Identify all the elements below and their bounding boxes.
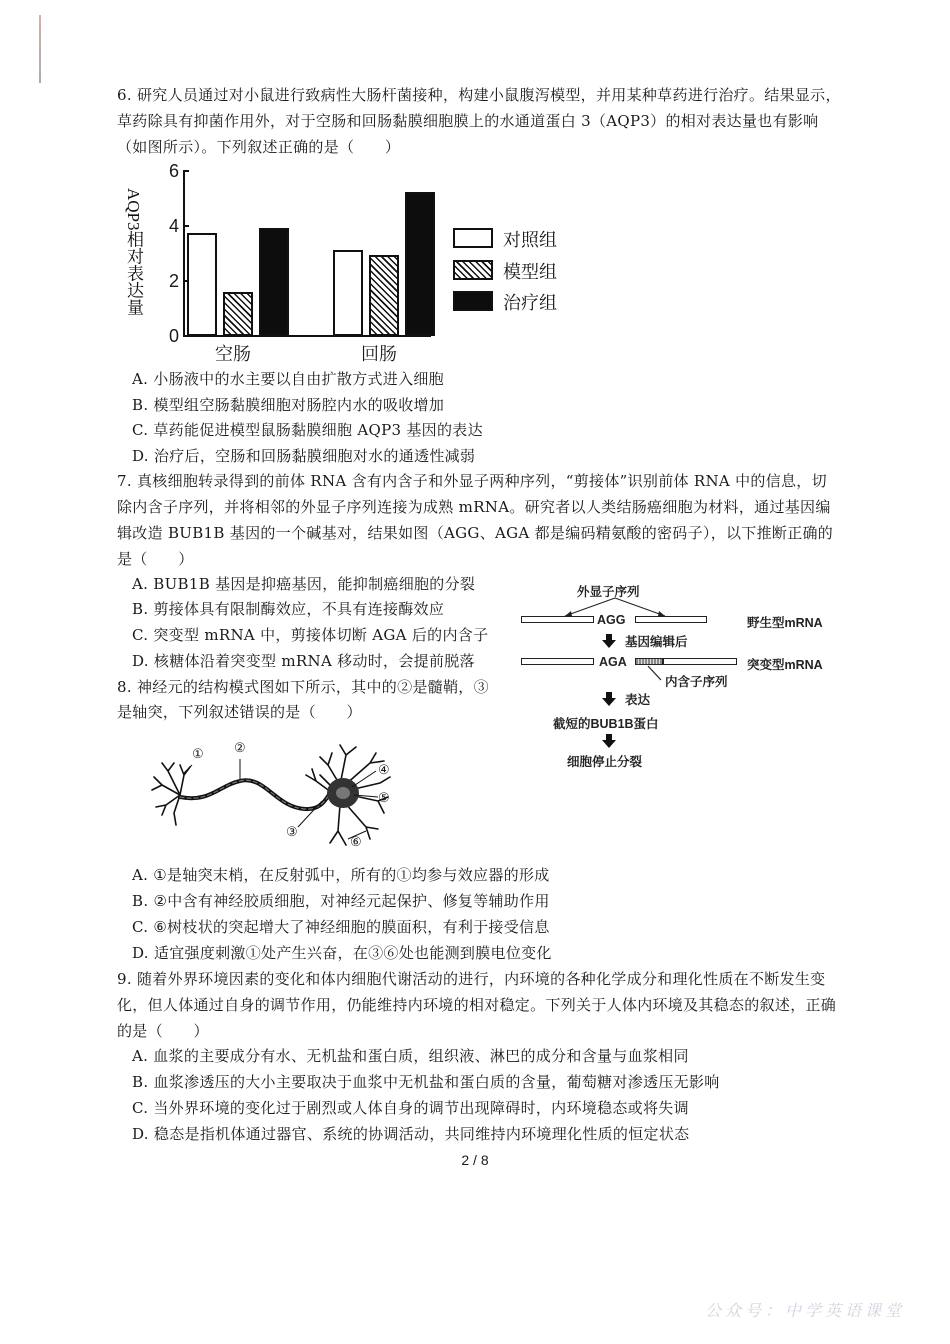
label-3: ③ (286, 825, 298, 840)
y-tick (183, 225, 189, 227)
q6-option-a: A. 小肠液中的水主要以自由扩散方式进入细胞 (132, 370, 444, 388)
wild-mrna-label: 野生型mRNA (747, 616, 823, 630)
exon-segment (635, 616, 707, 623)
chart-y-axis-label: AQP3相对表达量 (124, 188, 143, 316)
q8-stem-line2: 是轴突，下列叙述错误的是（ ） (117, 703, 362, 721)
q7-option-d: D. 核糖体沿着突变型 mRNA 移动时，会提前脱落 (132, 652, 475, 670)
bar-1-2 (405, 192, 435, 336)
neuron-illustration-icon (140, 735, 410, 860)
y-tick-label: 0 (168, 326, 179, 346)
cell-division-stopped: 细胞停止分裂 (567, 755, 643, 769)
q9-stem: 9. 随着外界环境因素的变化和体内细胞代谢活动的进行，内环境的各种化学成分和理化性质在不断发生变化，但人体通过自身的调节作用，仍能维持内环境的相对稳定。下列关于人体内环境及其稳态的叙述，正确的是（ ） (117, 970, 837, 1040)
q7-option-c: C. 突变型 mRNA 中，剪接体切断 AGA 后的内含子 (132, 626, 489, 644)
neuron-diagram (140, 735, 410, 860)
q8-stem-line1: 8. 神经元的结构模式图如下所示，其中的②是髓鞘，③ (117, 678, 489, 696)
y-tick-label: 4 (168, 216, 179, 236)
chart-y-axis (183, 170, 185, 337)
down-arrow-icon (602, 740, 616, 748)
q9-option-a: A. 血浆的主要成分有水、无机盐和蛋白质，组织液、淋巴的成分和含量与血浆相同 (132, 1047, 689, 1065)
aqp3-bar-chart (117, 160, 577, 370)
legend-swatch-black (453, 291, 493, 311)
legend-label: 治疗组 (503, 293, 557, 313)
q7-stem: 7. 真核细胞转录得到的前体 RNA 含有内含子和外显子两种序列，“剪接体”识别前体 RNA 中的信息，切除内含子序列，并将相邻的外显子序列连接为成熟 mRNA。研究者以人类结肠癌细胞为材料，通过基因编辑改造 BUB1B 基因的一个碱基对，结果如图（AGG、AGA 都是编码精氨酸的密码子），以下推断正确的是（ ） (117, 472, 834, 568)
label-1: ① (192, 747, 204, 762)
bar-0-2 (259, 228, 289, 336)
q7-option-a: A. BUB1B 基因是抑癌基因，能抑制癌细胞的分裂 (132, 575, 476, 593)
step-gene-edit: 基因编辑后 (625, 635, 688, 649)
category-label: 空肠 (215, 344, 251, 364)
y-tick-label: 6 (168, 161, 179, 181)
bar-1-0 (333, 250, 363, 336)
exon-segment (521, 616, 594, 623)
mutant-mrna-label: 突变型mRNA (747, 658, 823, 672)
legend-label: 模型组 (503, 262, 557, 282)
q6-option-c: C. 草药能促进模型鼠肠黏膜细胞 AQP3 基因的表达 (132, 421, 483, 439)
bar-0-1 (223, 292, 253, 336)
exon-segment (521, 658, 594, 665)
q6-option-b: B. 模型组空肠黏膜细胞对肠腔内水的吸收增加 (132, 396, 445, 414)
legend-label: 对照组 (503, 230, 557, 250)
bar-0-0 (187, 233, 217, 337)
q9-option-d: D. 稳态是指机体通过器官、系统的协调活动，共同维持内环境理化性质的恒定状态 (132, 1125, 690, 1143)
label-2: ② (234, 741, 246, 756)
exon-label: 外显子序列 (577, 585, 640, 599)
q8-option-a: A. ①是轴突末梢，在反射弧中，所有的①均参与效应器的形成 (132, 866, 550, 884)
watermark: 公众号：中学英语课堂 (705, 1301, 906, 1320)
truncated-protein: 截短的BUB1B蛋白 (553, 717, 659, 731)
q7-option-b: B. 剪接体具有限制酶效应，不具有连接酶效应 (132, 600, 445, 618)
wild-codon: AGG (597, 613, 626, 627)
legend-swatch-hatched (453, 260, 493, 280)
y-tick (183, 170, 189, 172)
scan-margin-mark (39, 15, 41, 83)
page-number: 2 / 8 (461, 1152, 489, 1168)
y-tick-label: 2 (168, 271, 179, 291)
bar-1-1 (369, 255, 399, 336)
q9-option-b: B. 血浆渗透压的大小主要取决于血浆中无机盐和蛋白质的含量，葡萄糖对渗透压无影响 (132, 1073, 720, 1091)
step-expression: 表达 (625, 693, 651, 707)
q8-option-d: D. 适宜强度刺激①处产生兴奋，在③⑥处也能测到膜电位变化 (132, 944, 552, 962)
label-4: ④ (378, 763, 390, 778)
q9-option-c: C. 当外界环境的变化过于剧烈或人体自身的调节出现障碍时，内环境稳态或将失调 (132, 1099, 689, 1117)
down-arrow-icon (602, 640, 616, 648)
label-5: ⑤ (378, 791, 390, 806)
q8-option-c: C. ⑥树枝状的突起增大了神经细胞的膜面积，有利于接受信息 (132, 918, 550, 936)
intron-label: 内含子序列 (665, 675, 728, 689)
q8-option-b: B. ②中含有神经胶质细胞，对神经元起保护、修复等辅助作用 (132, 892, 550, 910)
q6-stem: 6. 研究人员通过对小鼠进行致病性大肠杆菌接种，构建小鼠腹泻模型，并用某种草药进行治疗。结果显示，草药除具有抑菌作用外，对于空肠和回肠黏膜细胞膜上的水通道蛋白 3（AQP3）的相对表达量也有影响（如图所示）。下列叙述正确的是（ ） (117, 86, 841, 156)
q6-option-d: D. 治疗后，空肠和回肠黏膜细胞对水的通透性减弱 (132, 447, 476, 465)
mutant-codon: AGA (599, 655, 627, 669)
label-6: ⑥ (350, 835, 362, 850)
bub1b-splicing-diagram (515, 578, 855, 773)
category-label: 回肠 (361, 344, 397, 364)
down-arrow-icon (602, 698, 616, 706)
legend-swatch-white (453, 228, 493, 248)
